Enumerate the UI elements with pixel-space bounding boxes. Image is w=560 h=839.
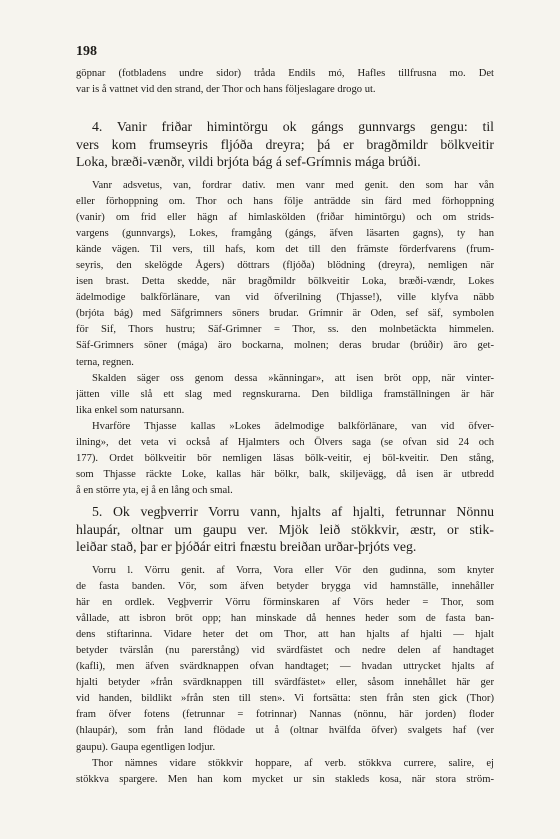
commentary-4 (76, 178, 494, 371)
stanza-4-line: 4. Vanir friðar himintörgu ok gángs gunnvargs gengu: til (92, 119, 494, 134)
commentary-line: vållade, att isbron bröt opp; han minskade då hennes heder som de fasta ban- (76, 613, 494, 625)
commentary-line: fram öfver fotens (fetrunnar = fotrinnar) Nannas (nönnu, här jorden) floder (76, 709, 494, 721)
commentary-line: dens stiftarinna. Vidare heter det om Thor, att han hjalts af hjalti — hjalt (76, 629, 494, 641)
commentary-line: Vorru l. Vörru genit. af Vorra, Vora eller Vör den gudinna, som knyter (92, 565, 494, 576)
stanza-4-line: vers kom frumseyris fljóða dreyra; þá er bragðmildr bölkveitir (76, 136, 494, 152)
stanza-5 (76, 503, 494, 556)
commentary-line: Säf-Grimners söner (mága) äro bockarna, molnen; deras brudar (brúðir) äro get- (76, 340, 494, 352)
paragraph-line: lika enkel som natursann. (76, 405, 185, 417)
commentary-line: de fasta banden. Vör, som äfven betyder brygga vid hamnställe, innehåller (76, 581, 494, 593)
paragraph-line: ilning», det veta vi också af Hjalmters och Ölvers saga (se ofvan sid 24 och (76, 437, 494, 449)
commentary-line: Thor nämnes vidare stökkvir hoppare, af verb. stökkva currere, salire, ej (92, 757, 494, 769)
commentary-line: hjalti betyder »från svärdknappen till svärdfästet» eller, såsom innehållet här ger (76, 677, 494, 689)
commentary-line: (vanir) om frid eller hägn af himlaskölden (friðar himintörgu) och om strids- (76, 212, 494, 224)
commentary-line: vid handen, bildlikt »från sten till sten». Vi fortsätta: sten från sten gick (Thor) (76, 693, 494, 705)
commentary-line: Vanr adsvetus, van, fordrar dativ. men vanr med genit. den som har vån (92, 180, 494, 191)
commentary-line: terna, regnen. (76, 356, 134, 368)
commentary-line: (brjóta bág) med Säfgrimners söners brudar. Grímnir är Oden, sef säf, symbolen (76, 308, 494, 320)
commentary-line: (kafli), men äfven svärdknappen ofvan handtaget; — hvadan uttrycket hjalts af (76, 661, 494, 673)
commentary-line: (hlaupár), som från land flödade ut å (oltnar hvälfda öfver) svalgets haf (ver (76, 725, 494, 737)
commentary-line: gaupu). Gaupa egentligen lodjur. (76, 741, 216, 753)
commentary-line: kände vägen. Til vers, till hafs, kom det till den främste förderfvarens (frum- (76, 244, 494, 256)
paragraph-line: som Thjasse räckte Loke, kallas här bölkr, balk, skiljevägg, då isen är utbredd (76, 469, 494, 481)
commentary-line: vargens (gunnvargs), Lokes, framgång (gángs, äfven läsarten gagns), ty han (76, 228, 494, 240)
commentary-line: seyris, den skelögde Ågers) döttrars (fljóða) blödning (dreyra), nemligen när (76, 260, 494, 272)
paragraph-hvarfore (76, 419, 494, 499)
stanza-4 (76, 118, 494, 171)
commentary-line: betyder tvärslån (nu parerstång) vid svärdfästet och nedre delen af handtaget (76, 645, 494, 657)
commentary-5 (76, 563, 494, 788)
paragraph-line: 177). Ordet bölkveitir bör nemligen läsas bölk-veitir, ej böl-kveitir. Den stång, (76, 453, 494, 465)
stanza-5-line: leiðar stað, þar er þjóðár eitri fnæstu breiðan urðar-þrjóts veg. (76, 539, 417, 554)
page-number: 198 (76, 44, 97, 59)
stanza-4-line: Loka, bræði-vænðr, vildi brjóta bág á sef-Grímnis mága brúði. (76, 154, 421, 169)
stanza-5-line: hlaupár, oltnar um gaupu ver. Mjök leið stökkvir, æstr, or stik- (76, 521, 494, 537)
commentary-line: ädelmodige balkförlänare, van vid öfverilning (Thjasse!), ville klyfva näbb (76, 292, 494, 304)
paragraph-line: Skalden säger oss genom dessa »känningar», att isen bröt opp, när vinter- (92, 373, 494, 384)
paragraph-line: jätten ville slå ett slag med regnskurarna. Den bildliga framställningen är här (76, 389, 494, 401)
commentary-line: här en ordlek. Vegþverrir Vörru förminskaren af Vörs heder = Thor, som (76, 597, 494, 609)
commentary-line: eller förhoppning om. Thor och hans följe anträdde sin färd med förhoppning (76, 196, 494, 208)
paragraph-skalden (76, 371, 494, 419)
paragraph-line: Hvarföre Thjasse kallas »Lokes ädelmodige balkförlänare, van vid öfver- (92, 421, 494, 432)
top-note-line: var is å vattnet vid den strand, der Thor och hans följeslagare drogo ut. (76, 84, 376, 96)
top-note-line: göpnar (fotbladens undre sidor) tråda Endils mó, Hafles tillfrusna mo. Det (76, 68, 494, 79)
stanza-5-line: 5. Ok vegþverrir Vorru vann, hjalts af hjalti, fetrunnar Nönnu (92, 504, 494, 519)
commentary-line: för Sif, Thors hustru; Säf-Grimner = Thor, ss. den molnbetäckta himmelen. (76, 324, 494, 336)
top-note (76, 66, 494, 98)
commentary-line: isen brast. Detta skedde, när bragðmildr bölkveitir Loka, bræði-vændr, Lokes (76, 276, 494, 288)
commentary-line: stökkva spargere. Men han kom mycket ur sin stakleds kosa, när stora ström- (76, 773, 494, 785)
paragraph-line: å en större yta, ej å en lång och smal. (76, 485, 233, 497)
